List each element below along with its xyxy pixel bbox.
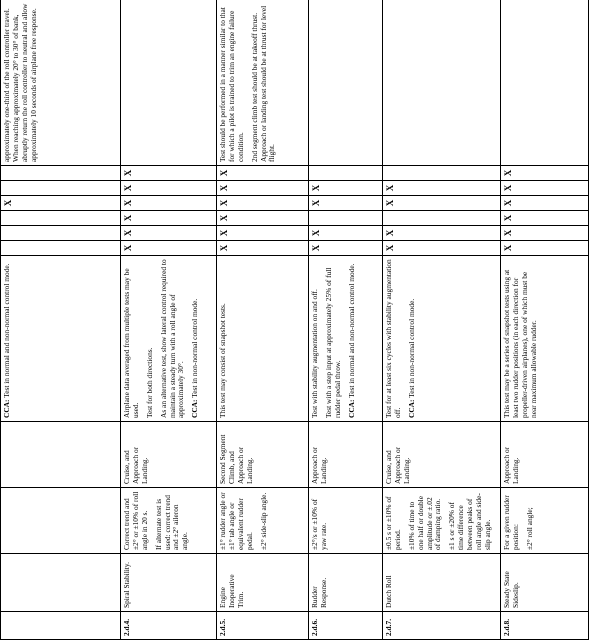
paragraph-text: Test in normal and non-normal control mode. (2, 263, 11, 398)
level-mark (383, 166, 501, 181)
level-mark: X (501, 241, 589, 256)
cell-paragraph: Approach or Landing. (310, 446, 328, 484)
cell-paragraph: Cruise, and Approach or Landing. (384, 446, 411, 484)
notes-cell (309, 0, 383, 166)
table-row (217, 0, 309, 640)
level-mark: X (501, 211, 589, 226)
level-mark: X (501, 226, 589, 241)
cell-paragraph: approximately one-third of the roll controller travel. When reaching approximately 20° to 30° of bank, abruptly return the roll controller to neutral and allow approximately 10 seconds of airplane free response. (2, 3, 38, 162)
flight-condition-cell (501, 422, 589, 488)
notes-cell (1, 0, 121, 166)
notes-cell (121, 0, 217, 166)
cell-paragraph: Test for at least six cycles with stability augmentation off. (384, 259, 402, 418)
cell-paragraph: ±1° rudder angle or ±1° tab angle or equivalent rudder pedal. (218, 492, 254, 550)
cell-paragraph: If alternate test is used: correct trend and ±2° aileron angle. (153, 495, 190, 550)
paragraph-text: Test in non-normal control mode. (190, 298, 200, 398)
level-mark: X (501, 196, 589, 211)
level-mark: X (121, 166, 217, 181)
cell-paragraph: ±2° side-slip angle. (258, 492, 268, 550)
paragraph-lead: CCA: (406, 399, 416, 418)
cell-paragraph: ±2° roll angle; (524, 507, 534, 550)
flight-condition-cell (309, 422, 383, 488)
flight-condition-cell (217, 422, 309, 488)
level-mark: X (121, 211, 217, 226)
level-mark: X (309, 226, 383, 241)
level-mark (1, 166, 121, 181)
level-mark: X (121, 181, 217, 196)
cell-paragraph: Test should be performed in a manner similar to that for which a pilot is trained to trim an engine failure condition. (218, 7, 245, 162)
level-mark (1, 241, 121, 256)
cell-paragraph: ±10% of time to one half or double amplitude or ±.02 of damping ratio. (406, 496, 443, 550)
paragraph-lead: CCA: (2, 399, 11, 418)
test-details-cell (501, 256, 589, 422)
cell-paragraph: Test for both directions. (144, 347, 154, 418)
test-number: 2.d.6. (309, 612, 383, 640)
paragraph-lead: CCA: (346, 399, 356, 418)
flight-condition-cell (383, 422, 501, 488)
cell-paragraph: Approach or Landing. (502, 446, 520, 484)
level-mark: X (217, 181, 309, 196)
level-mark (309, 211, 383, 226)
table-row (1, 0, 121, 640)
paragraph-text: Test in normal and non-normal control mode. (346, 263, 356, 398)
level-mark (383, 211, 501, 226)
test-number: 2.d.7. (383, 612, 501, 640)
level-mark (1, 226, 121, 241)
cell-paragraph: ±2°/s or ±10% of yaw rate. (310, 498, 328, 550)
level-mark: X (217, 196, 309, 211)
cell-paragraph: ±1 s or ±20% of time difference between peaks of roll angle and side-slip angle. (447, 493, 492, 550)
test-name: Rudder Response. (309, 554, 383, 612)
test-number: 2.d.4. (121, 612, 217, 640)
cell-paragraph (348, 259, 357, 418)
tolerance-cell (501, 488, 589, 554)
test-name: Steady State Sideslip. (501, 554, 589, 612)
cell-paragraph (408, 259, 417, 418)
cell-paragraph (3, 259, 12, 418)
cell-paragraph: Cruise, and Approach or Landing. (122, 446, 149, 484)
cell-paragraph (191, 259, 200, 418)
test-details-cell (217, 256, 309, 422)
level-mark: X (121, 226, 217, 241)
cell-paragraph: This test may consist of snapshot tests. (218, 303, 227, 418)
tolerance-cell (1, 488, 121, 554)
level-mark (1, 181, 121, 196)
cell-paragraph: Test with stability augmentation on and off. (310, 289, 319, 418)
level-mark: X (383, 226, 501, 241)
level-mark: X (309, 181, 383, 196)
paragraph-lead: CCA: (190, 399, 200, 418)
test-number (1, 612, 121, 640)
table-row (309, 0, 383, 640)
cell-paragraph: Test with a step input at approximately 25% of full rudder pedal throw. (323, 267, 342, 418)
level-mark: X (217, 241, 309, 256)
flight-condition-cell (1, 422, 121, 488)
table-row (383, 0, 501, 640)
tolerance-cell (309, 488, 383, 554)
cell-paragraph: As an alternative test, show lateral control required to maintain a steady turn with a roll angle of approximately 30°. (158, 259, 186, 418)
level-mark: X (121, 241, 217, 256)
level-mark (1, 211, 121, 226)
level-mark: X (121, 196, 217, 211)
cell-paragraph: Correct trend and ±2° or ±10% of roll angle in 20 s. (122, 491, 149, 550)
level-mark: X (383, 196, 501, 211)
test-details-cell (1, 256, 121, 422)
tolerance-cell (217, 488, 309, 554)
notes-cell (217, 0, 309, 166)
cell-paragraph: 2nd segment climb test should be at takeoff thrust. Approach or landing test should be at thrust for level flight. (249, 5, 277, 162)
level-mark: X (309, 196, 383, 211)
level-mark: X (309, 241, 383, 256)
test-details-cell (383, 256, 501, 422)
level-mark: X (383, 181, 501, 196)
test-name: Engine Inoperative Trim. (217, 554, 309, 612)
level-mark: X (217, 226, 309, 241)
cell-paragraph: Airplane data averaged from multiple tests may be used. (122, 268, 140, 418)
level-mark: X (501, 166, 589, 181)
notes-cell (383, 0, 501, 166)
tolerance-cell (121, 488, 217, 554)
flight-condition-cell (121, 422, 217, 488)
table-row (121, 0, 217, 640)
table-row (501, 0, 589, 640)
level-mark: X (383, 241, 501, 256)
test-name (1, 554, 121, 612)
test-name: Spiral Stability. (121, 554, 217, 612)
level-mark: X (217, 166, 309, 181)
test-name: Dutch Roll (383, 554, 501, 612)
level-mark: X (501, 181, 589, 196)
notes-cell (501, 0, 589, 166)
cell-paragraph: ±0.5 s or ±10% of period. (384, 496, 402, 550)
table-body (1, 0, 589, 640)
cell-paragraph: This test may be a series of snapshot tests using at least two rudder positions (in each direction for propeller-driven airplanes), one of which must be near maximum allowable rudder. (502, 269, 538, 418)
test-details-cell (121, 256, 217, 422)
level-mark: X (1, 196, 121, 211)
cell-paragraph: Second Segment Climb, and Approach or Landing. (218, 434, 254, 484)
tolerance-cell (383, 488, 501, 554)
test-number: 2.d.5. (217, 612, 309, 640)
level-mark: X (217, 211, 309, 226)
cell-paragraph: For a given rudder position: (502, 495, 520, 550)
test-number: 2.d.8. (501, 612, 589, 640)
paragraph-text: Test in non-normal control mode. (406, 298, 416, 398)
test-details-cell (309, 256, 383, 422)
level-mark (309, 166, 383, 181)
